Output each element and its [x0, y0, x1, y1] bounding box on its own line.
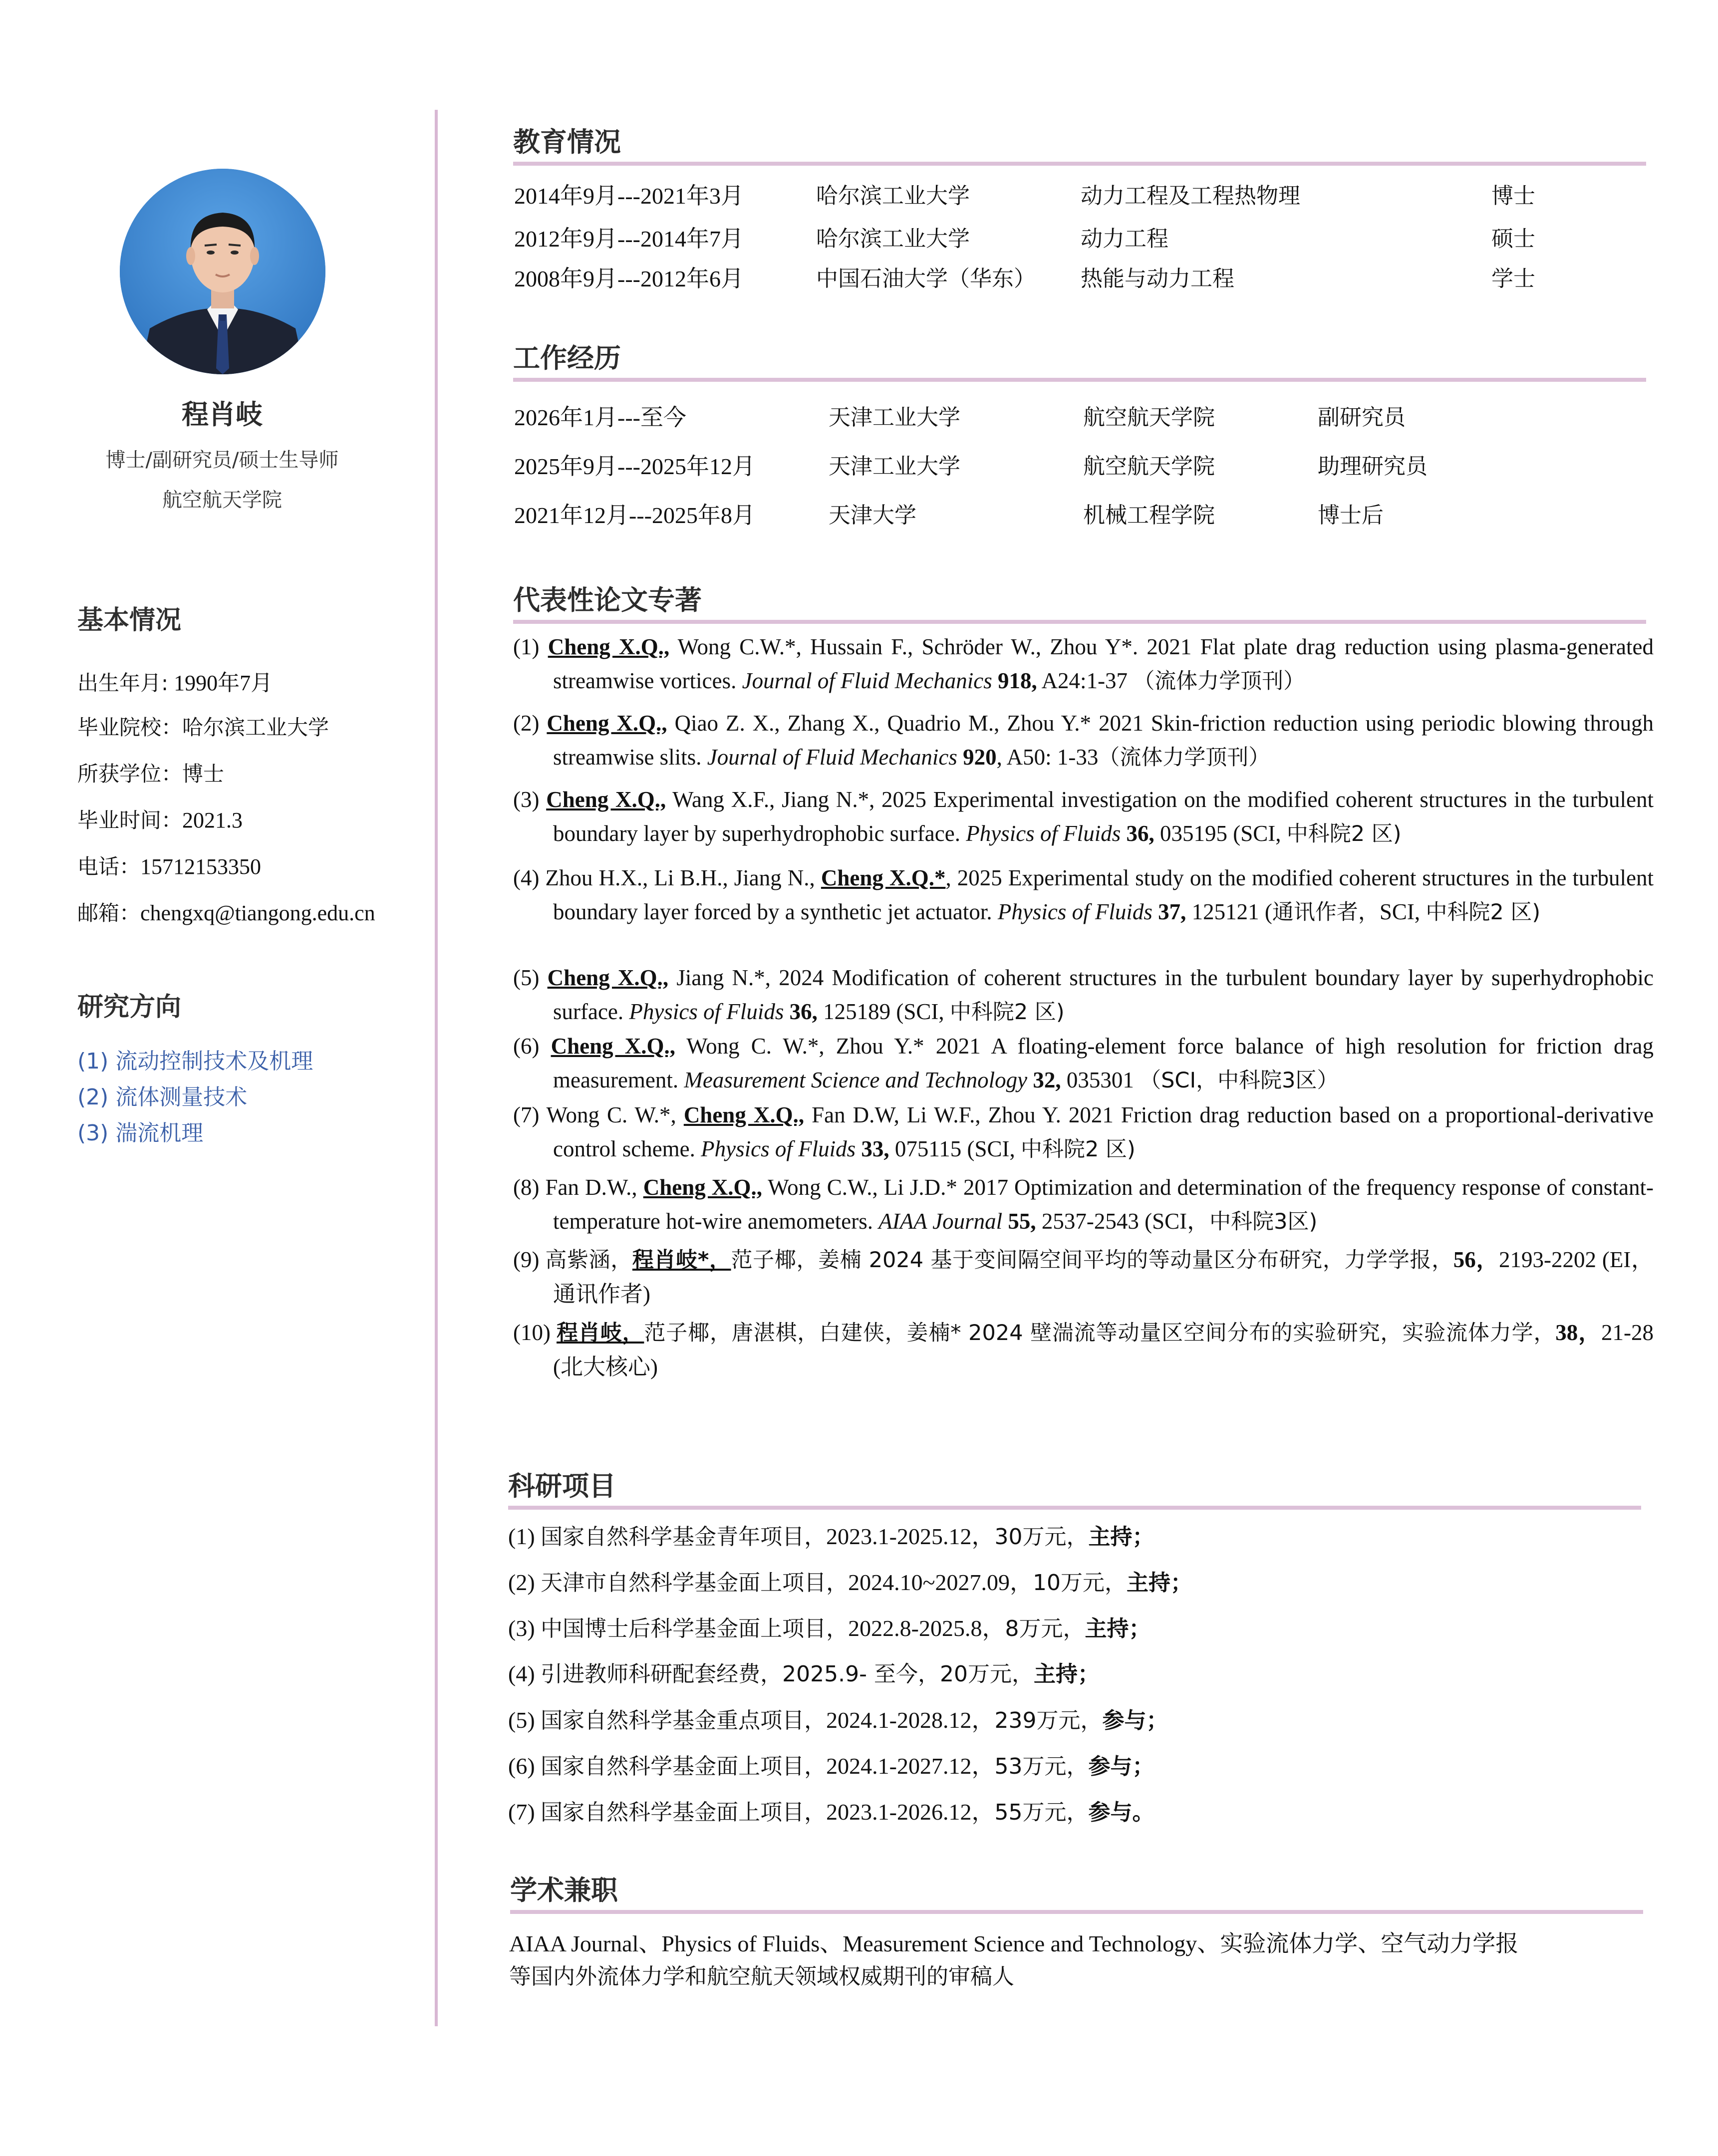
publication-item: (3) Cheng X.Q., Wang X.F., Jiang N.*, 2025 Experimental investigation on the modified coherent structures in the turbulent boundary layer by superhydrophobic surface. Physics of Fluids 36, 035195 (SCI, 中科院2 区) — [513, 787, 1654, 846]
edu-major: 动力工程 — [1081, 226, 1168, 252]
education-heading: 教育情况 — [513, 126, 621, 158]
highlighted-author: Cheng X.Q., — [683, 1102, 805, 1127]
work-period: 2021年12月---2025年8月 — [514, 503, 755, 528]
publication-item: (10) 程肖岐，范子椰，唐湛棋，白建侠，姜楠* 2024 壁湍流等动量区空间分布的实验研究，实验流体力学，38，21-28 (北大核心) — [513, 1320, 1654, 1379]
academic-description — [509, 1927, 1647, 1993]
edu-degree: 博士 — [1491, 183, 1535, 209]
work-underline — [513, 378, 1646, 382]
edu-school: 哈尔滨工业大学 — [816, 183, 970, 209]
academic-line-2: 等国内外流体力学和航空航天领域权威期刊的审稿人 — [509, 1964, 1014, 1989]
publication-item: (9) 高紫涵，程肖岐*，范子椰，姜楠 2024 基于变间隔空间平均的等动量区分布研究，力学学报，56，2193-2202 (EI，通讯作者) — [513, 1247, 1654, 1307]
projects-heading: 科研项目 — [508, 1470, 616, 1502]
edu-school: 哈尔滨工业大学 — [816, 226, 970, 252]
academic-line-1: AIAA Journal、Physics of Fluids、Measurement Science and Technology、实验流体力学、空气动力学报 — [509, 1931, 1519, 1956]
work-role: 副研究员 — [1318, 405, 1406, 430]
project-item: (2) 天津市自然科学基金面上项目，2024.10~2027.09，10万元，主持； — [508, 1570, 1193, 1596]
edu-period: 2008年9月---2012年6月 — [514, 266, 744, 291]
edu-major: 热能与动力工程 — [1081, 266, 1234, 291]
academic-underline — [510, 1910, 1643, 1914]
work-role: 博士后 — [1318, 503, 1384, 528]
work-dept: 机械工程学院 — [1083, 503, 1215, 528]
education-section — [513, 121, 1646, 159]
academic-section — [510, 1869, 1643, 1907]
project-item: (4) 引进教师科研配套经费，2025.9- 至今，20万元，主持； — [508, 1661, 1100, 1687]
profile-name: 程肖岐 — [182, 399, 263, 430]
publications-heading: 代表性论文专著 — [513, 584, 702, 616]
work-org: 天津工业大学 — [829, 405, 960, 430]
academic-heading: 学术兼职 — [510, 1875, 618, 1906]
highlighted-author: Cheng X.Q., — [547, 965, 669, 990]
work-org: 天津大学 — [829, 503, 916, 528]
work-role: 助理研究员 — [1318, 454, 1428, 479]
highlighted-author: Cheng X.Q., — [643, 1175, 763, 1200]
edu-major: 动力工程及工程热物理 — [1081, 183, 1300, 209]
research-heading: 研究方向 — [77, 992, 182, 1022]
research-item: (2) 流体测量技术 — [77, 1084, 248, 1110]
work-dept: 航空航天学院 — [1083, 405, 1215, 430]
project-item: (5) 国家自然科学基金重点项目，2024.1-2028.12，239万元，参与； — [508, 1707, 1168, 1733]
work-heading: 工作经历 — [513, 342, 621, 374]
work-org: 天津工业大学 — [829, 454, 960, 479]
edu-period: 2014年9月---2021年3月 — [514, 183, 744, 209]
publication-item: (2) Cheng X.Q., Qiao Z. X., Zhang X., Quadrio M., Zhou Y.* 2021 Skin-friction reduction using periodic blowing through streamwise slits. Journal of Fluid Mechanics 920, A50: 1-33（流体力学顶刊） — [513, 711, 1654, 770]
publication-item: (7) Wong C. W.*, Cheng X.Q., Fan D.W, Li W.F., Zhou Y. 2021 Friction drag reduction based on a proportional-derivative control scheme. Physics of Fluids 33, 075115 (SCI, 中科院2 区) — [513, 1102, 1654, 1162]
projects-underline — [508, 1506, 1641, 1510]
project-item: (6) 国家自然科学基金面上项目，2024.1-2027.12，53万元，参与； — [508, 1753, 1154, 1779]
highlighted-author: Cheng X.Q., — [546, 787, 666, 812]
highlighted-author: Cheng X.Q., — [551, 1034, 675, 1059]
highlighted-author: Cheng X.Q., — [548, 634, 670, 659]
edu-degree: 硕士 — [1491, 226, 1535, 252]
basic-info-graduation: 毕业时间：2021.3 — [77, 808, 243, 832]
publication-item: (8) Fan D.W., Cheng X.Q., Wong C.W., Li J.D.* 2017 Optimization and determination of the frequency response of constant-temperature hot-wire anemometers. AIAA Journal 55, 2537-2543 (SCI，中科院3区) — [513, 1175, 1654, 1234]
research-item: (3) 湍流机理 — [77, 1120, 204, 1146]
profile-department: 航空航天学院 — [162, 489, 282, 512]
edu-period: 2012年9月---2014年7月 — [514, 226, 744, 252]
project-item: (3) 中国博士后科学基金面上项目，2022.8-2025.8，8万元，主持； — [508, 1616, 1151, 1641]
highlighted-author: 程肖岐， — [557, 1321, 644, 1346]
publication-item: (4) Zhou H.X., Li B.H., Jiang N., Cheng X.Q.*, 2025 Experimental study on the modified coherent structures in the turbulent boundary layer forced by a synthetic jet actuator. Physics of Fluids 37, 125121 (通讯作者，SCI, 中科院2 区) — [513, 865, 1654, 925]
profile-photo — [120, 169, 325, 374]
basic-info-school: 毕业院校：哈尔滨工业大学 — [77, 715, 329, 740]
basic-info-heading: 基本情况 — [77, 605, 182, 635]
profile-title: 博士/副研究员/硕士生导师 — [105, 449, 339, 472]
education-underline — [513, 162, 1646, 166]
edu-degree: 学士 — [1491, 266, 1535, 291]
edu-school: 中国石油大学（华东） — [816, 266, 1036, 291]
publications-section — [513, 579, 1646, 617]
work-period: 2026年1月---至今 — [514, 405, 686, 430]
project-item: (1) 国家自然科学基金青年项目，2023.1-2025.12，30万元，主持； — [508, 1524, 1154, 1550]
publications-underline — [513, 620, 1646, 624]
highlighted-author: 程肖岐*， — [632, 1248, 731, 1273]
work-period: 2025年9月---2025年12月 — [514, 454, 755, 479]
research-item: (1) 流动控制技术及机理 — [77, 1049, 313, 1074]
project-item: (7) 国家自然科学基金面上项目，2023.1-2026.12，55万元，参与。 — [508, 1799, 1154, 1825]
publication-item: (1) Cheng X.Q., Wong C.W.*, Hussain F., Schröder W., Zhou Y*. 2021 Flat plate drag reduction using plasma-generated streamwise vortices. Journal of Fluid Mechanics 918, A24:1-37 （流体力学顶刊） — [513, 634, 1654, 694]
work-section — [513, 337, 1646, 375]
publication-item: (5) Cheng X.Q., Jiang N.*, 2024 Modification of coherent structures in the turbulent boundary layer by superhydrophobic surface. Physics of Fluids 36, 125189 (SCI, 中科院2 区) — [513, 965, 1654, 1025]
basic-info-email: 邮箱：chengxq@tiangong.edu.cn — [77, 901, 375, 925]
basic-info-birth: 出生年月: 1990年7月 — [77, 671, 273, 695]
basic-info-degree: 所获学位：博士 — [77, 762, 225, 786]
basic-info-phone: 电话：15712153350 — [77, 854, 262, 879]
projects-section — [508, 1465, 1641, 1503]
highlighted-author: Cheng X.Q.* — [821, 865, 946, 890]
publication-item: (6) Cheng X.Q., Wong C. W.*, Zhou Y.* 2021 A floating-element force balance of high resolution for friction drag measurement. Measurement Science and Technology 32, 035301 （SCI，中科院3区） — [513, 1034, 1654, 1093]
highlighted-author: Cheng X.Q., — [547, 711, 667, 736]
work-dept: 航空航天学院 — [1083, 454, 1215, 479]
